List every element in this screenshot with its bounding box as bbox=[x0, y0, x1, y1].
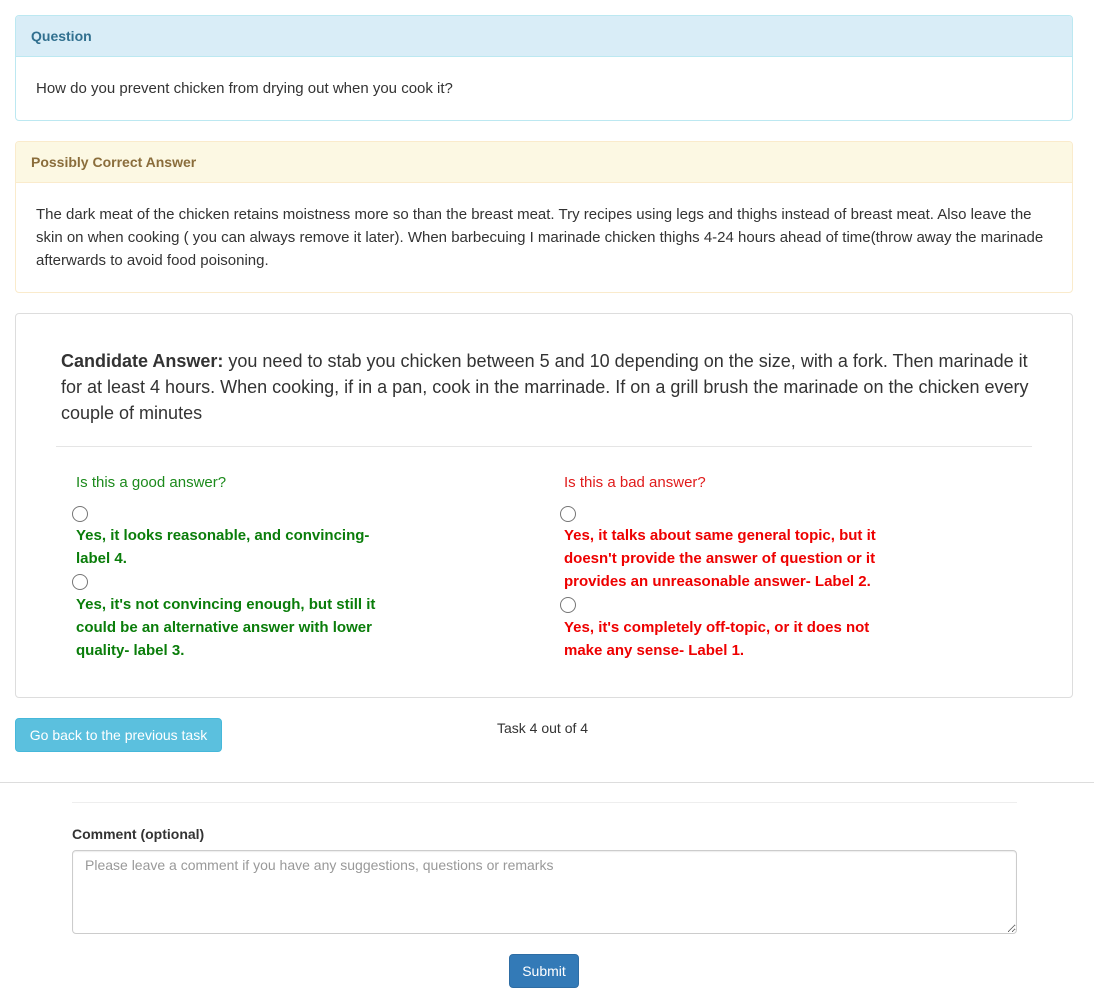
option-label-3[interactable] bbox=[76, 573, 496, 661]
possibly-correct-answer-heading: Possibly Correct Answer bbox=[16, 142, 1072, 183]
task-counter: Task 4 out of 4 bbox=[497, 720, 589, 736]
possibly-correct-answer-panel bbox=[15, 141, 1073, 293]
question-panel bbox=[15, 15, 1073, 121]
candidate-answer-label: Candidate Answer: bbox=[61, 351, 224, 371]
option-label-2[interactable] bbox=[564, 505, 984, 593]
submit-button[interactable]: Submit bbox=[509, 954, 579, 988]
bad-answer-group bbox=[564, 472, 984, 662]
radio-label-3[interactable] bbox=[72, 574, 88, 590]
option-label-2-text: Yes, it talks about same general topic, but it doesn't provide the answer of question or it provides an unreasonable answer- Label 2. bbox=[564, 527, 876, 591]
option-label-4[interactable] bbox=[76, 505, 496, 570]
good-answer-question: Is this a good answer? bbox=[76, 474, 227, 491]
bad-answer-question: Is this a bad answer? bbox=[564, 474, 706, 491]
option-label-1-text: Yes, it's completely off-topic, or it does not make any sense- Label 1. bbox=[564, 618, 870, 659]
candidate-answer-text: you need to stab you chicken between 5 and 10 depending on the size, with a fork. Then marinade it for at least 4 hours. When cooking, if in a pan, cook in the marrinade. If on a grill brush the marinade on the chicken every couple of minutes bbox=[61, 351, 1029, 423]
radio-label-2[interactable] bbox=[560, 506, 576, 522]
radio-label-1[interactable] bbox=[560, 597, 576, 613]
option-label-3-text: Yes, it's not convincing enough, but still it could be an alternative answer with lower quality- label 3. bbox=[76, 595, 376, 659]
question-heading: Question bbox=[16, 16, 1072, 57]
comment-textarea[interactable] bbox=[72, 850, 1017, 934]
option-label-1[interactable] bbox=[564, 596, 984, 661]
option-label-4-text: Yes, it looks reasonable, and convincing- label 4. bbox=[76, 527, 370, 568]
previous-task-button[interactable]: Go back to the previous task bbox=[15, 718, 222, 752]
good-answer-group bbox=[76, 472, 496, 662]
possibly-correct-answer-text: The dark meat of the chicken retains moistness more so than the breast meat. Try recipes using legs and thighs instead of breast meat. Also leave the skin on when cooking ( you can always remove it later). When barbecuing I marinade chicken thighs 4-24 hours ahead of time(throw away the marinade afterwards to avoid food poisoning. bbox=[36, 206, 1044, 269]
radio-label-4[interactable] bbox=[72, 506, 88, 522]
comment-label: Comment (optional) bbox=[72, 826, 205, 842]
divider bbox=[56, 446, 1032, 447]
comment-divider bbox=[72, 802, 1017, 803]
page-divider bbox=[0, 782, 1094, 783]
candidate-answer bbox=[61, 348, 1031, 426]
candidate-answer-panel bbox=[15, 313, 1073, 698]
question-text: How do you prevent chicken from drying out when you cook it? bbox=[36, 80, 453, 97]
